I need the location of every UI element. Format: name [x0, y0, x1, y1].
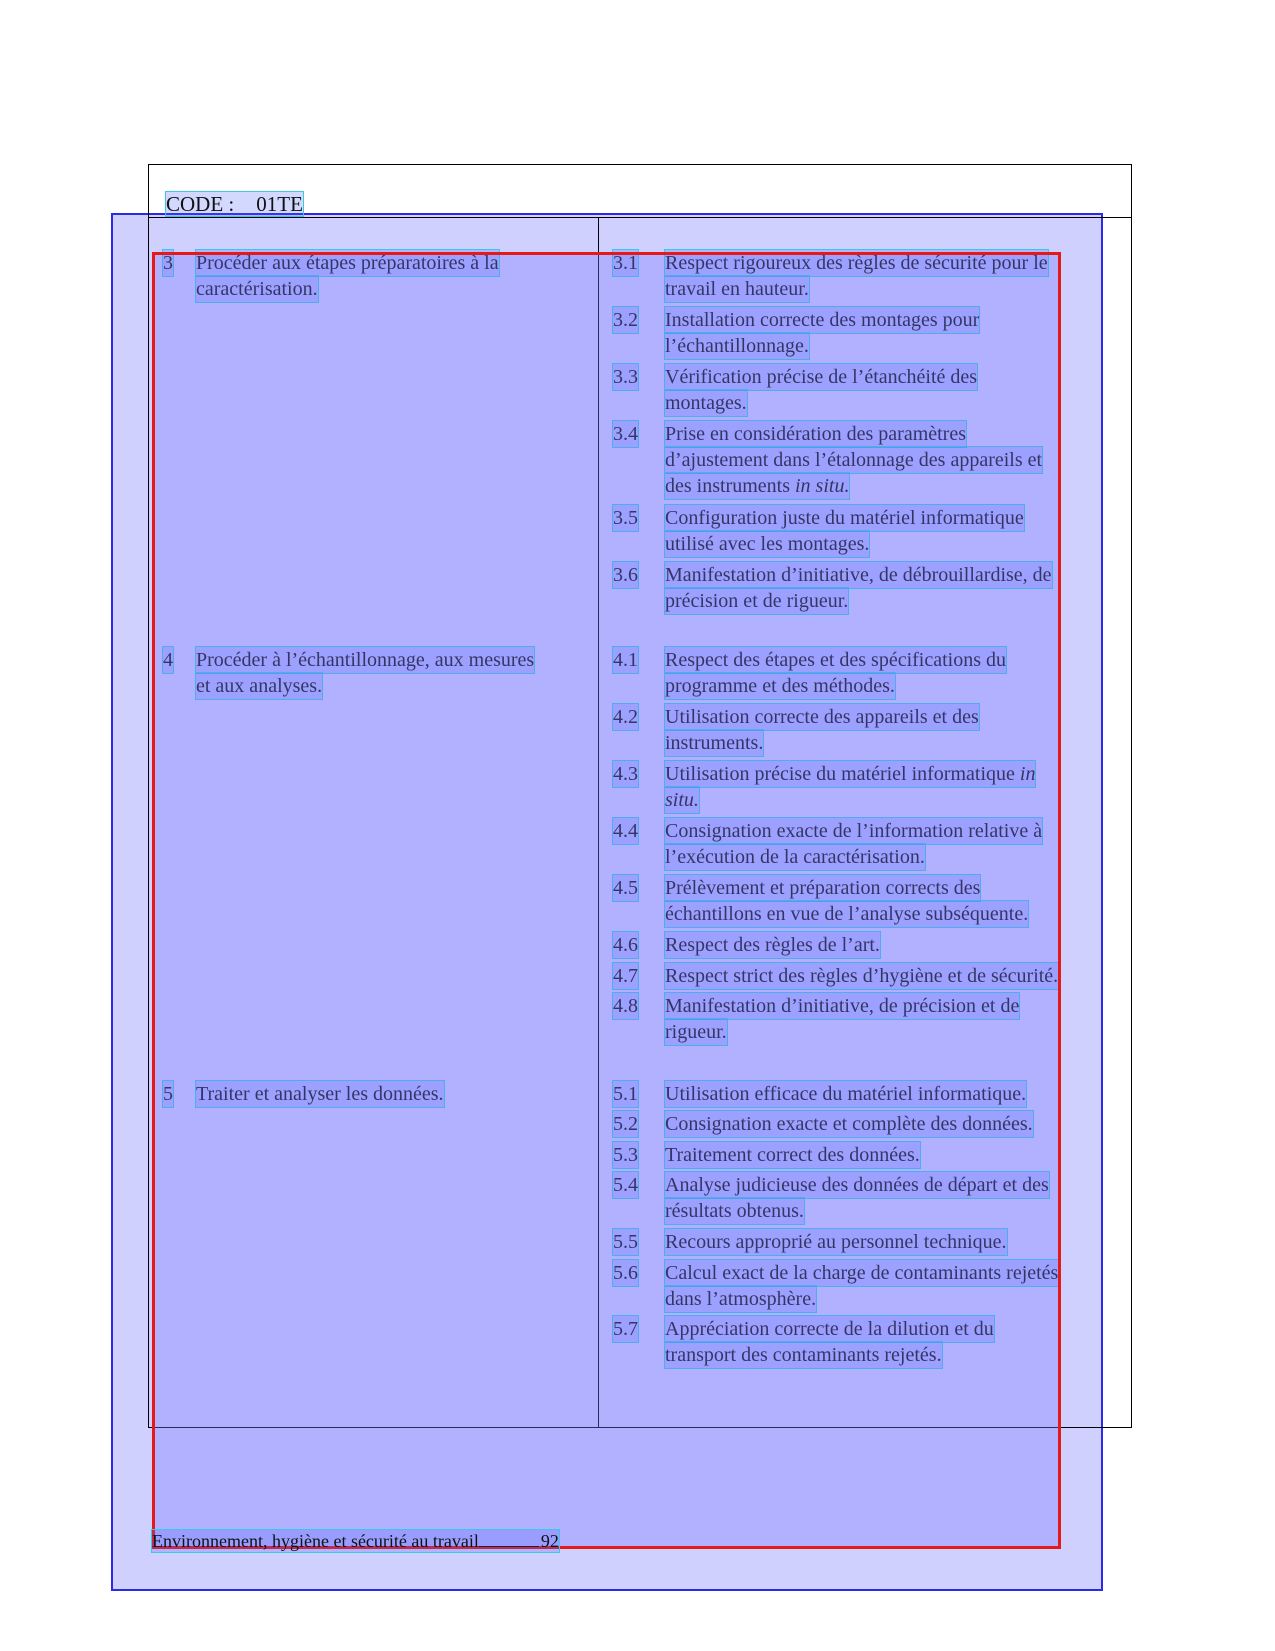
criterion-line: travail en hauteur.	[665, 278, 809, 300]
criterion-line: d’ajustement dans l’étalonnage des appareils et	[665, 449, 1043, 471]
criterion-line: Analyse judicieuse des données de départ et des	[665, 1174, 1049, 1196]
criterion-line: rigueur.	[665, 1021, 727, 1043]
criterion-number: 5.6	[613, 1262, 638, 1284]
criterion-line: précision et de rigueur.	[665, 590, 849, 612]
criterion-line: échantillons en vue de l’analyse subséquente.	[665, 903, 1029, 925]
criterion-number: 3.5	[613, 507, 638, 529]
criterion-number: 3.4	[613, 423, 638, 445]
criterion-number: 5.5	[613, 1231, 638, 1253]
criterion-number: 5.7	[613, 1318, 638, 1340]
criterion-line: Respect des étapes et des spécifications du	[665, 649, 1006, 671]
criterion-line: résultats obtenus.	[665, 1200, 804, 1222]
criterion-line: instruments.	[665, 732, 764, 754]
page-footer	[152, 1530, 559, 1552]
element-number: 3	[163, 252, 173, 274]
element-line: et aux analyses.	[196, 675, 323, 697]
element-number: 4	[163, 649, 173, 671]
criterion-line: Prise en considération des paramètres	[665, 423, 967, 445]
criterion-line: dans l’atmosphère.	[665, 1288, 817, 1310]
criterion-line: situ.	[665, 789, 699, 811]
annotation-region-inner	[152, 252, 1061, 1549]
element-line: caractérisation.	[196, 278, 318, 300]
criterion-line: utilisé avec les montages.	[665, 533, 870, 555]
criterion-line: Utilisation précise du matériel informatique in	[665, 763, 1036, 785]
criterion-line: Prélèvement et préparation corrects des	[665, 877, 981, 899]
criterion-number: 3.2	[613, 309, 638, 331]
criterion-line: programme et des méthodes.	[665, 675, 895, 697]
element-line: Procéder à l’échantillonnage, aux mesures	[196, 649, 535, 671]
criterion-line: Traitement correct des données.	[665, 1144, 920, 1166]
criterion-number: 4.2	[613, 706, 638, 728]
code-value: 01TE	[256, 192, 303, 216]
criterion-line: Appréciation correcte de la dilution et du	[665, 1318, 994, 1340]
criterion-line: Consignation exacte de l’information relative à	[665, 820, 1043, 842]
criterion-number: 4.7	[613, 965, 638, 987]
criterion-line: l’échantillonnage.	[665, 335, 809, 357]
criterion-line: montages.	[665, 392, 747, 414]
criterion-number: 5.1	[613, 1083, 638, 1105]
criterion-number: 4.3	[613, 763, 638, 785]
page-number: 92	[540, 1531, 559, 1551]
criterion-number: 5.3	[613, 1144, 638, 1166]
criterion-line: Utilisation correcte des appareils et des	[665, 706, 979, 728]
criterion-line: Recours approprié au personnel technique.	[665, 1231, 1007, 1253]
element-line: Traiter et analyser les données.	[196, 1083, 444, 1105]
criterion-line: Consignation exacte et complète des données.	[665, 1113, 1033, 1135]
criterion-line: Vérification précise de l’étanchéité des	[665, 366, 978, 388]
criterion-line: Configuration juste du matériel informatique	[665, 507, 1024, 529]
criterion-number: 5.2	[613, 1113, 638, 1135]
criterion-line: Installation correcte des montages pour	[665, 309, 980, 331]
criterion-number: 3.1	[613, 252, 638, 274]
footer-text: Environnement, hygiène et sécurité au travail	[152, 1531, 479, 1551]
footer-leader	[479, 1546, 539, 1547]
code-label: CODE :	[166, 192, 235, 216]
criterion-line: Respect strict des règles d’hygiène et de sécurité.	[665, 965, 1059, 987]
criterion-number: 3.6	[613, 564, 638, 586]
criterion-line: des instruments in situ.	[665, 475, 850, 497]
criterion-number: 4.6	[613, 934, 638, 956]
criterion-number: 4.1	[613, 649, 638, 671]
criterion-line: l’exécution de la caractérisation.	[665, 846, 925, 868]
criterion-number: 3.3	[613, 366, 638, 388]
criterion-line: Utilisation efficace du matériel informatique.	[665, 1083, 1027, 1105]
criterion-line: Respect des règles de l’art.	[665, 934, 880, 956]
criterion-number: 4.5	[613, 877, 638, 899]
criterion-number: 4.4	[613, 820, 638, 842]
code-line	[166, 192, 303, 216]
criterion-line: Calcul exact de la charge de contaminants rejetés	[665, 1262, 1059, 1284]
criterion-line: Respect rigoureux des règles de sécurité pour le	[665, 252, 1048, 274]
criterion-line: Manifestation d’initiative, de débrouillardise, de	[665, 564, 1052, 586]
criterion-line: Manifestation d’initiative, de précision et de	[665, 995, 1020, 1017]
criterion-number: 5.4	[613, 1174, 638, 1196]
element-line: Procéder aux étapes préparatoires à la	[196, 252, 499, 274]
criterion-line: transport des contaminants rejetés.	[665, 1344, 942, 1366]
element-number: 5	[163, 1083, 173, 1105]
header-divider	[148, 217, 1132, 218]
criterion-number: 4.8	[613, 995, 638, 1017]
